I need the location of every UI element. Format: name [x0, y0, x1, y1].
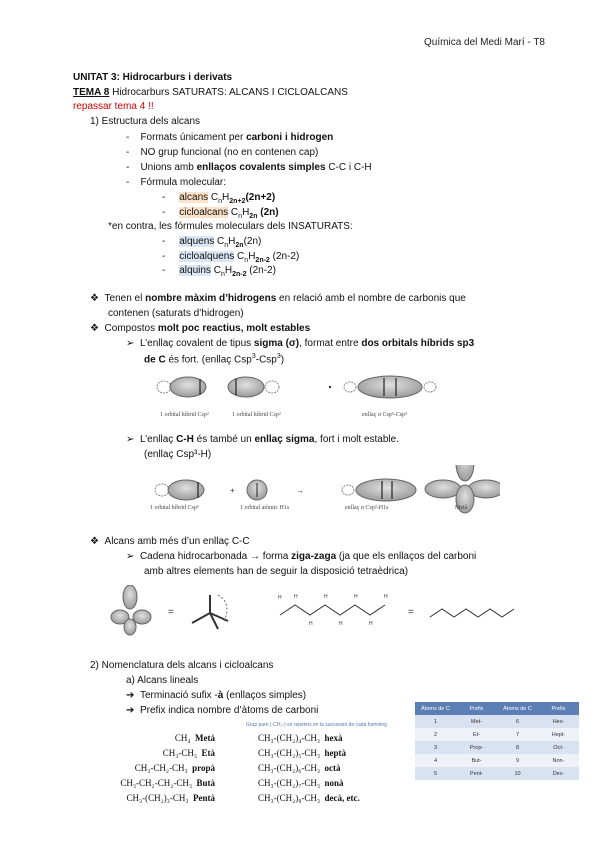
caption-meta: Metà [455, 505, 468, 511]
table-row: 5 Pent- 10 Dec- [415, 767, 579, 780]
svg-text:H: H [324, 594, 328, 600]
page-header: Química del Medi Marí - T8 [424, 37, 545, 48]
list-item: CH₃-CH₂-CH₃ propà [134, 763, 215, 773]
svg-text:=: = [408, 607, 414, 618]
arrow-sigma-cont: de C és fort. (enllaç Csp$^3$-Csp$^3$) [144, 353, 285, 366]
section-1-heading: 1) Estructura dels alcans [90, 116, 201, 127]
arrow-prefix: ➔ Prefix indica nombre d’àtoms de carboni [126, 705, 319, 716]
sp3-h1s-overlap-figure [150, 465, 500, 515]
table-header: Àtoms de C [497, 702, 538, 715]
list-item: CH₄ Metà [174, 733, 215, 743]
unit-title: UNITAT 3: Hidrocarburs i derivats [73, 72, 233, 83]
list-item: CH₃-CH₂-CH₂-CH₃ Butà [120, 778, 215, 788]
formula-alcans: - alcans $C_nH_{2n+2}(2n+2)$ [162, 192, 276, 205]
list-item: CH₃-CH₃ Età [162, 748, 215, 758]
arrow-suffix: ➔ Terminació sufix -à (enllaços simples) [126, 690, 307, 701]
tema-title: TEMA 8 Hidrocarburs SATURATS: ALCANS I CICLOALCANS [73, 87, 348, 98]
bullet-no-group: - NO grup funcional (no en contenen cap) [126, 147, 319, 158]
svg-text:→: → [296, 486, 304, 495]
arrow-sigma: ➢ L’enllaç covalent de tipus sigma (σ), format entre dos orbitals híbrids sp3 [126, 338, 475, 349]
formula-alquins: - alquins $C_nH_{2n-2}$ (2n-2) [162, 265, 276, 278]
arrow-ch-bond: ➢ L’enllaç C-H és també un enllaç sigma, fort i molt estable. [126, 434, 399, 445]
svg-text:H: H [369, 621, 373, 627]
svg-text:H: H [384, 594, 388, 600]
svg-text:H: H [309, 621, 313, 627]
zigzag-chain-figure [110, 585, 530, 640]
insaturats-note: *en contra, les fórmules moleculars dels INSATURATS: [108, 221, 353, 232]
caption-sigma-cc: enllaç σ Csp³-Csp³ [362, 412, 407, 418]
reminder-note: repassar tema 4 !! [73, 101, 154, 112]
bullet-bonds: - Unions amb enllaços covalents simples C-C i C-H [126, 162, 372, 173]
formula-note: Grup pare (-CH₂-) es repeteix en la successió de cada homòleg [246, 722, 387, 728]
list-item: CH₃-(CH₂)₃-CH₃ Pentà [126, 793, 215, 803]
table-row: 1 Met- 6 Hex- [415, 715, 579, 728]
subsection-a: a) Alcans lineals [126, 675, 199, 686]
svg-text:H: H [354, 594, 358, 600]
list-item: CH₃-(CH₂)₄-CH₃ hexà [258, 733, 343, 743]
list-item: CH₃-(CH₂)₈-CH₃ decà, etc. [258, 793, 360, 803]
list-item: CH₃-(CH₂)₇-CH₃ nonà [258, 778, 344, 788]
list-item: CH₃-(CH₂)₆-CH₃ octà [258, 763, 341, 773]
formula-list-right [258, 733, 360, 808]
table-row: 2 Et- 7 Hept- [415, 728, 579, 741]
formula-list-left [100, 733, 215, 808]
list-item: CH₃-(CH₂)₅-CH₃ heptà [258, 748, 347, 758]
arrow-zigzag-cont: amb altres elements han de seguir la disposició tetraèdrica) [144, 566, 409, 577]
table-header: Prefix [538, 702, 579, 715]
diamond-hydrogens-cont: contenen (saturats d’hidrogen) [108, 308, 244, 319]
table-header: Àtoms de C [415, 702, 456, 715]
caption-orbital-1: 1 orbital híbrid Csp³ [160, 412, 209, 418]
formula-cicloalcans: - cicloalcans $C_nH_{2n}$ (2n) [162, 207, 279, 220]
arrow-ch-bond-cont: (enllaç Csp³-H) [144, 449, 212, 460]
table-row: 3 Prop- 8 Oct- [415, 741, 579, 754]
caption-h1s: 1 orbital atòmic H1s [240, 505, 290, 511]
svg-text:+: + [230, 486, 235, 495]
diamond-hydrogens: ❖ Tenen el nombre màxim d’hidrogens en relació amb el nombre de carbonis que [90, 293, 466, 304]
caption-orbital-3: 1 orbital híbrid Csp³ [150, 505, 199, 511]
svg-text:H: H [278, 595, 282, 601]
caption-sigma-ch: enllaç σ Csp³-H1s [345, 505, 389, 511]
formula-alquens: - alquens $C_nH_{2n}(2n)$ [162, 236, 262, 249]
table-row: 4 But- 9 Non- [415, 754, 579, 767]
diamond-stable: ❖ Compostos molt poc reactius, molt estables [90, 323, 311, 334]
sp3-sp3-overlap-figure [150, 372, 440, 412]
diamond-cc-chains: ❖ Alcans amb més d’un enllaç C-C [90, 536, 250, 547]
svg-text:=: = [168, 607, 174, 618]
svg-text:H: H [294, 594, 298, 600]
svg-text:H: H [339, 621, 343, 627]
formula-cicloalquens: - cicloalquens $C_nH_{2n-2}$ (2n-2) [162, 251, 300, 264]
section-2-heading: 2) Nomenclatura dels alcans i cicloalcans [90, 660, 274, 671]
bullet-formula: - Fórmula molecular: [126, 177, 227, 188]
arrow-zigzag: ➢ Cadena hidrocarbonada → forma ziga-zaga (ja que els enllaços del carboni [126, 551, 477, 562]
caption-orbital-2: 1 orbital híbrid Csp³ [232, 412, 281, 418]
table-header: Prefix [456, 702, 497, 715]
bullet-composition: - Formats únicament per carboni i hidrogen [126, 132, 334, 143]
prefix-table [415, 702, 579, 780]
